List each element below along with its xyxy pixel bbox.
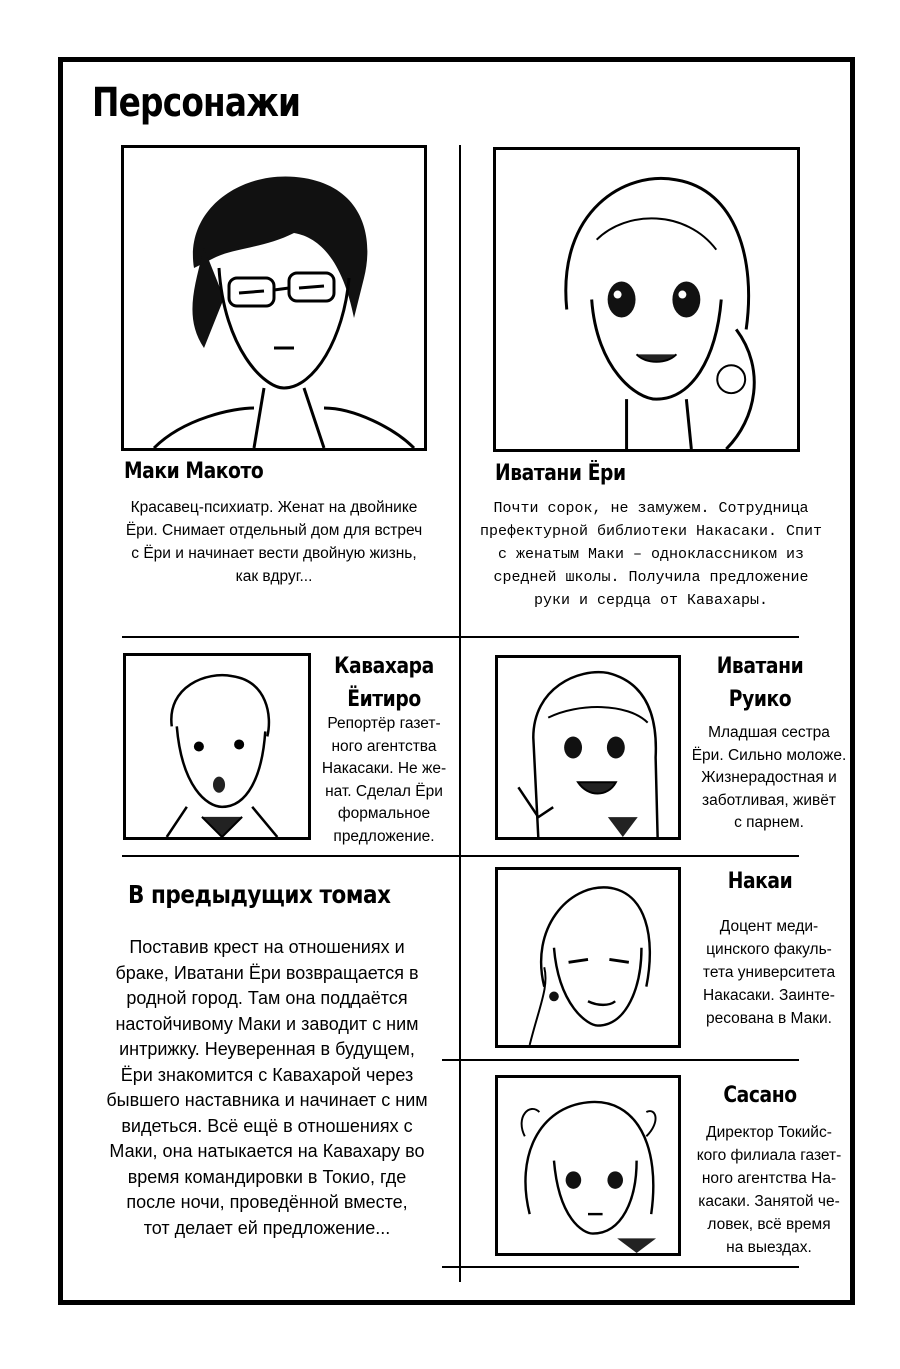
eri-desc-line: префектурной библиотеки Накасаки. Спит [479,523,823,540]
divider-right-nakai [442,1059,799,1061]
sasano-desc-line: ловек, всё время [707,1216,831,1233]
nakai-desc-line: цинского факуль- [706,941,832,958]
ruiko-desc-line: Ёри. Сильно моложе. [691,746,847,764]
sasano-desc-line: на выездах. [726,1239,812,1256]
divider-row1 [122,636,799,638]
eri-portrait-drawing [496,150,797,449]
center-divider [459,145,461,1282]
kawahara-desc-line: формальное [337,805,431,822]
ruiko-portrait [495,655,681,840]
summary-line: тот делает ей предложение... [143,1217,391,1238]
summary-line: браке, Иватани Ёри возвращается в [115,962,419,983]
nakai-desc-line: Доцент меди- [719,918,819,935]
kawahara-name-line: Кавахара [334,654,434,679]
maki-desc-line: как вдруг... [235,568,313,585]
previous-title: В предыдущих томах [128,880,391,909]
maki-portrait-drawing [124,148,424,448]
nakai-name: Накаи [727,869,793,894]
page-title: Персонажи [92,80,301,126]
ruiko-desc-line: с парнем. [734,814,804,831]
ruiko-name [701,650,820,716]
nakai-desc-line: Накасаки. Заинте- [703,987,835,1004]
kawahara-name-line: Ёитиро [347,687,421,712]
summary-line: Ёри знакомится с Кавахарой через [120,1064,414,1085]
kawahara-name [326,650,442,716]
maki-name: Маки Макото [124,459,264,484]
kawahara-desc [314,713,454,848]
eri-name: Иватани Ёри [495,461,626,486]
eri-desc-line: средней школы. Получила предложение [493,569,809,586]
ruiko-name-line: Руико [728,687,792,712]
ruiko-name-line: Иватани [716,654,804,679]
maki-desc [106,496,442,588]
maki-desc-line: с Ёри и начинает вести двойную жизнь, [131,545,417,562]
maki-desc-line: Красавец-психиатр. Женат на двойнике [130,499,418,516]
summary-line: Маки, она натыкается на Кавахару во [109,1141,425,1161]
kawahara-desc-line: ного агентства [331,737,437,755]
sasano-portrait [495,1075,681,1256]
summary-line: настойчивому Маки и заводит с ним [115,1013,419,1034]
nakai-desc-line: тета университета [702,964,836,981]
nakai-desc-line: ресована в Маки. [706,1010,832,1027]
ruiko-desc [683,722,855,835]
summary-line: время командировки в Токио, где [127,1166,407,1187]
sasano-name: Сасано [723,1083,797,1108]
sasano-desc-line: кого филиала газет- [696,1147,842,1164]
previous-summary [92,935,442,1241]
sasano-desc [683,1121,855,1259]
divider-bottom [442,1266,799,1268]
kawahara-portrait-drawing [126,656,308,837]
eri-desc [468,497,834,612]
nakai-portrait [495,867,681,1048]
sasano-desc-line: ного агентства На- [701,1170,837,1187]
ruiko-desc-line: Младшая сестра [708,724,830,741]
sasano-portrait-drawing [498,1078,678,1253]
sasano-desc-line: Директор Токийс- [706,1124,832,1141]
kawahara-desc-line: Репортёр газет- [327,715,441,732]
nakai-portrait-drawing [498,870,678,1045]
summary-line: Поставив крест на отношениях и [129,937,405,957]
kawahara-desc-line: нат. Сделал Ёри [325,782,443,800]
eri-portrait [493,147,800,452]
summary-line: бывшего наставника и начинает с ним [106,1090,428,1110]
eri-desc-line: Почти сорок, не замужем. Сотрудница [493,500,809,517]
kawahara-desc-line: предложение. [333,827,435,845]
ruiko-desc-line: Жизнерадостная и [701,769,837,786]
eri-desc-line: руки и сердца от Кавахары. [533,592,769,609]
summary-line: видеться. Всё ещё в отношениях с [121,1115,413,1136]
sasano-desc-line: касаки. Занятой че- [698,1193,840,1210]
ruiko-portrait-drawing [498,658,678,837]
eri-desc-line: с женатым Маки – одноклассником из [497,546,805,563]
divider-row2 [122,855,799,857]
maki-desc-line: Ёри. Снимает отдельный дом для встреч [125,522,423,539]
summary-line: интрижку. Неуверенная в будущем, [119,1039,415,1059]
ruiko-desc-line: заботливая, живёт [701,791,836,809]
summary-line: родной город. Там она поддаётся [126,988,408,1008]
nakai-desc [683,915,855,1030]
kawahara-desc-line: Накасаки. Не же- [321,760,447,777]
maki-portrait [121,145,427,451]
summary-line: после ночи, проведённой вместе, [126,1192,408,1212]
kawahara-portrait [123,653,311,840]
